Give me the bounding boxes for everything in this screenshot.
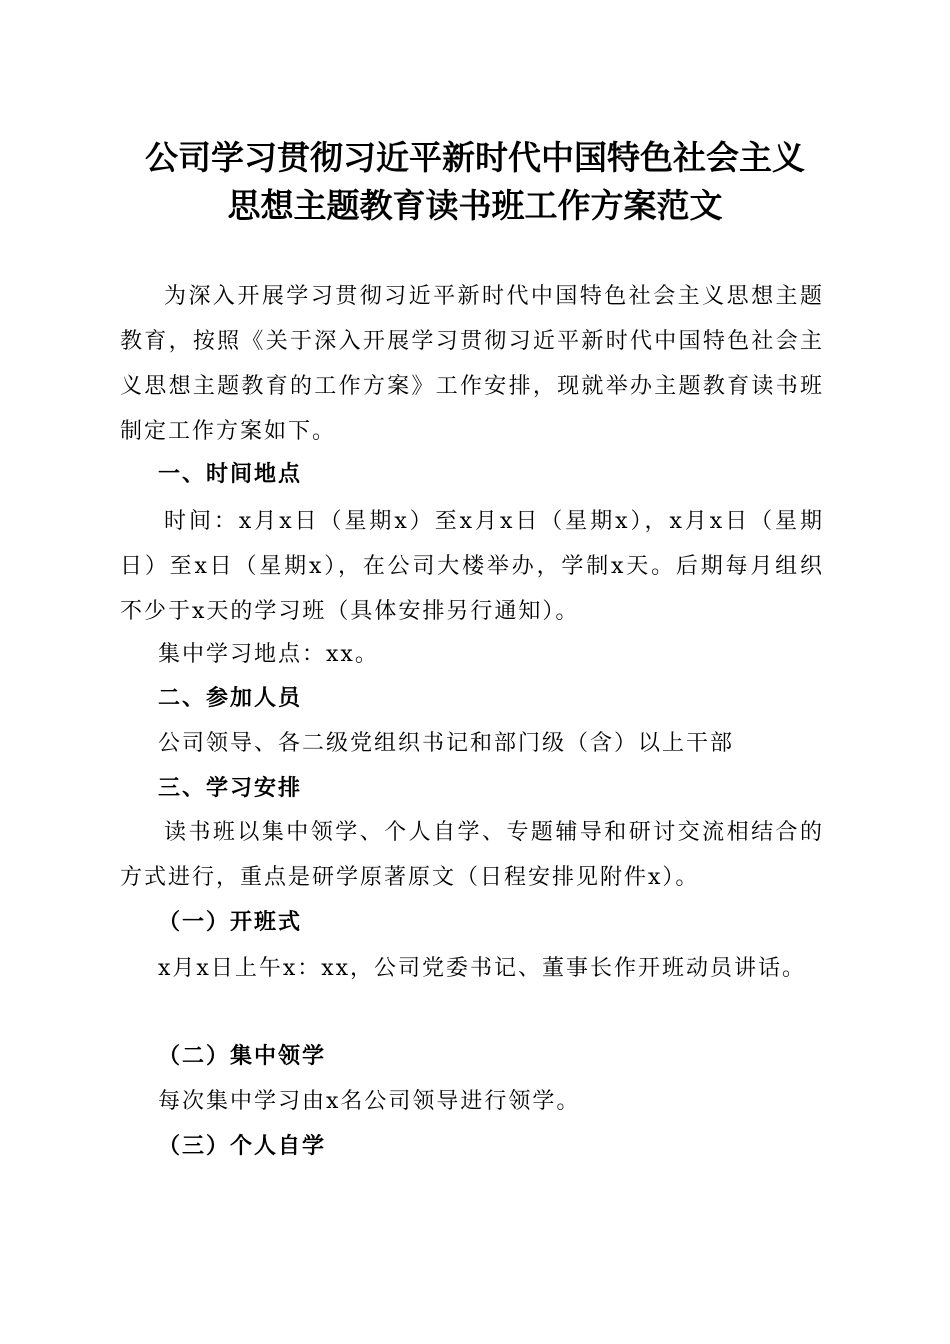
subheading-opening-ceremony: （一）开班式 <box>158 909 303 935</box>
document-title-line-1: 公司学习贯彻习近平新时代中国特色社会主义 <box>145 138 805 177</box>
study-arrangement-paragraph: 读书班以集中领学、个人自学、专题辅导和研讨交流相结合的方式进行，重点是研学原著原文（日程安排见附件x）。 <box>120 820 824 890</box>
collective-study-line: 每次集中学习由x名公司领导进行领学。 <box>158 1089 581 1114</box>
document-title-line-2: 思想主题教育读书班工作方案范文 <box>227 186 723 225</box>
subheading-collective-study: （二）集中领学 <box>158 1043 327 1069</box>
opening-ceremony-paragraph: x月x日上午x：xx，公司党委书记、董事长作开班动员讲话。 <box>158 956 807 981</box>
location-line: 集中学习地点：xx。 <box>158 642 379 667</box>
section-heading-study-arrangement: 三、学习安排 <box>158 776 303 801</box>
participants-line: 公司领导、各二级党组织书记和部门级（含）以上干部 <box>158 731 735 756</box>
time-paragraph: 时间：x月x日（星期x）至x月x日（星期x），x月x日（星期日）至x日（星期x），在公司大楼举办，学制x天。后期每月组织不少于x天的学习班（具体安排另行通知）。 <box>120 509 824 624</box>
subheading-self-study: （三）个人自学 <box>158 1133 327 1159</box>
section-heading-participants: 二、参加人员 <box>158 686 303 711</box>
intro-paragraph: 为深入开展学习贯彻习近平新时代中国特色社会主义思想主题教育，按照《关于深入开展学习贯彻习近平新时代中国特色社会主义思想主题教育的工作方案》工作安排，现就举办主题教育读书班制定工作方案如下。 <box>120 284 824 444</box>
section-heading-time-location: 一、时间地点 <box>158 462 303 487</box>
